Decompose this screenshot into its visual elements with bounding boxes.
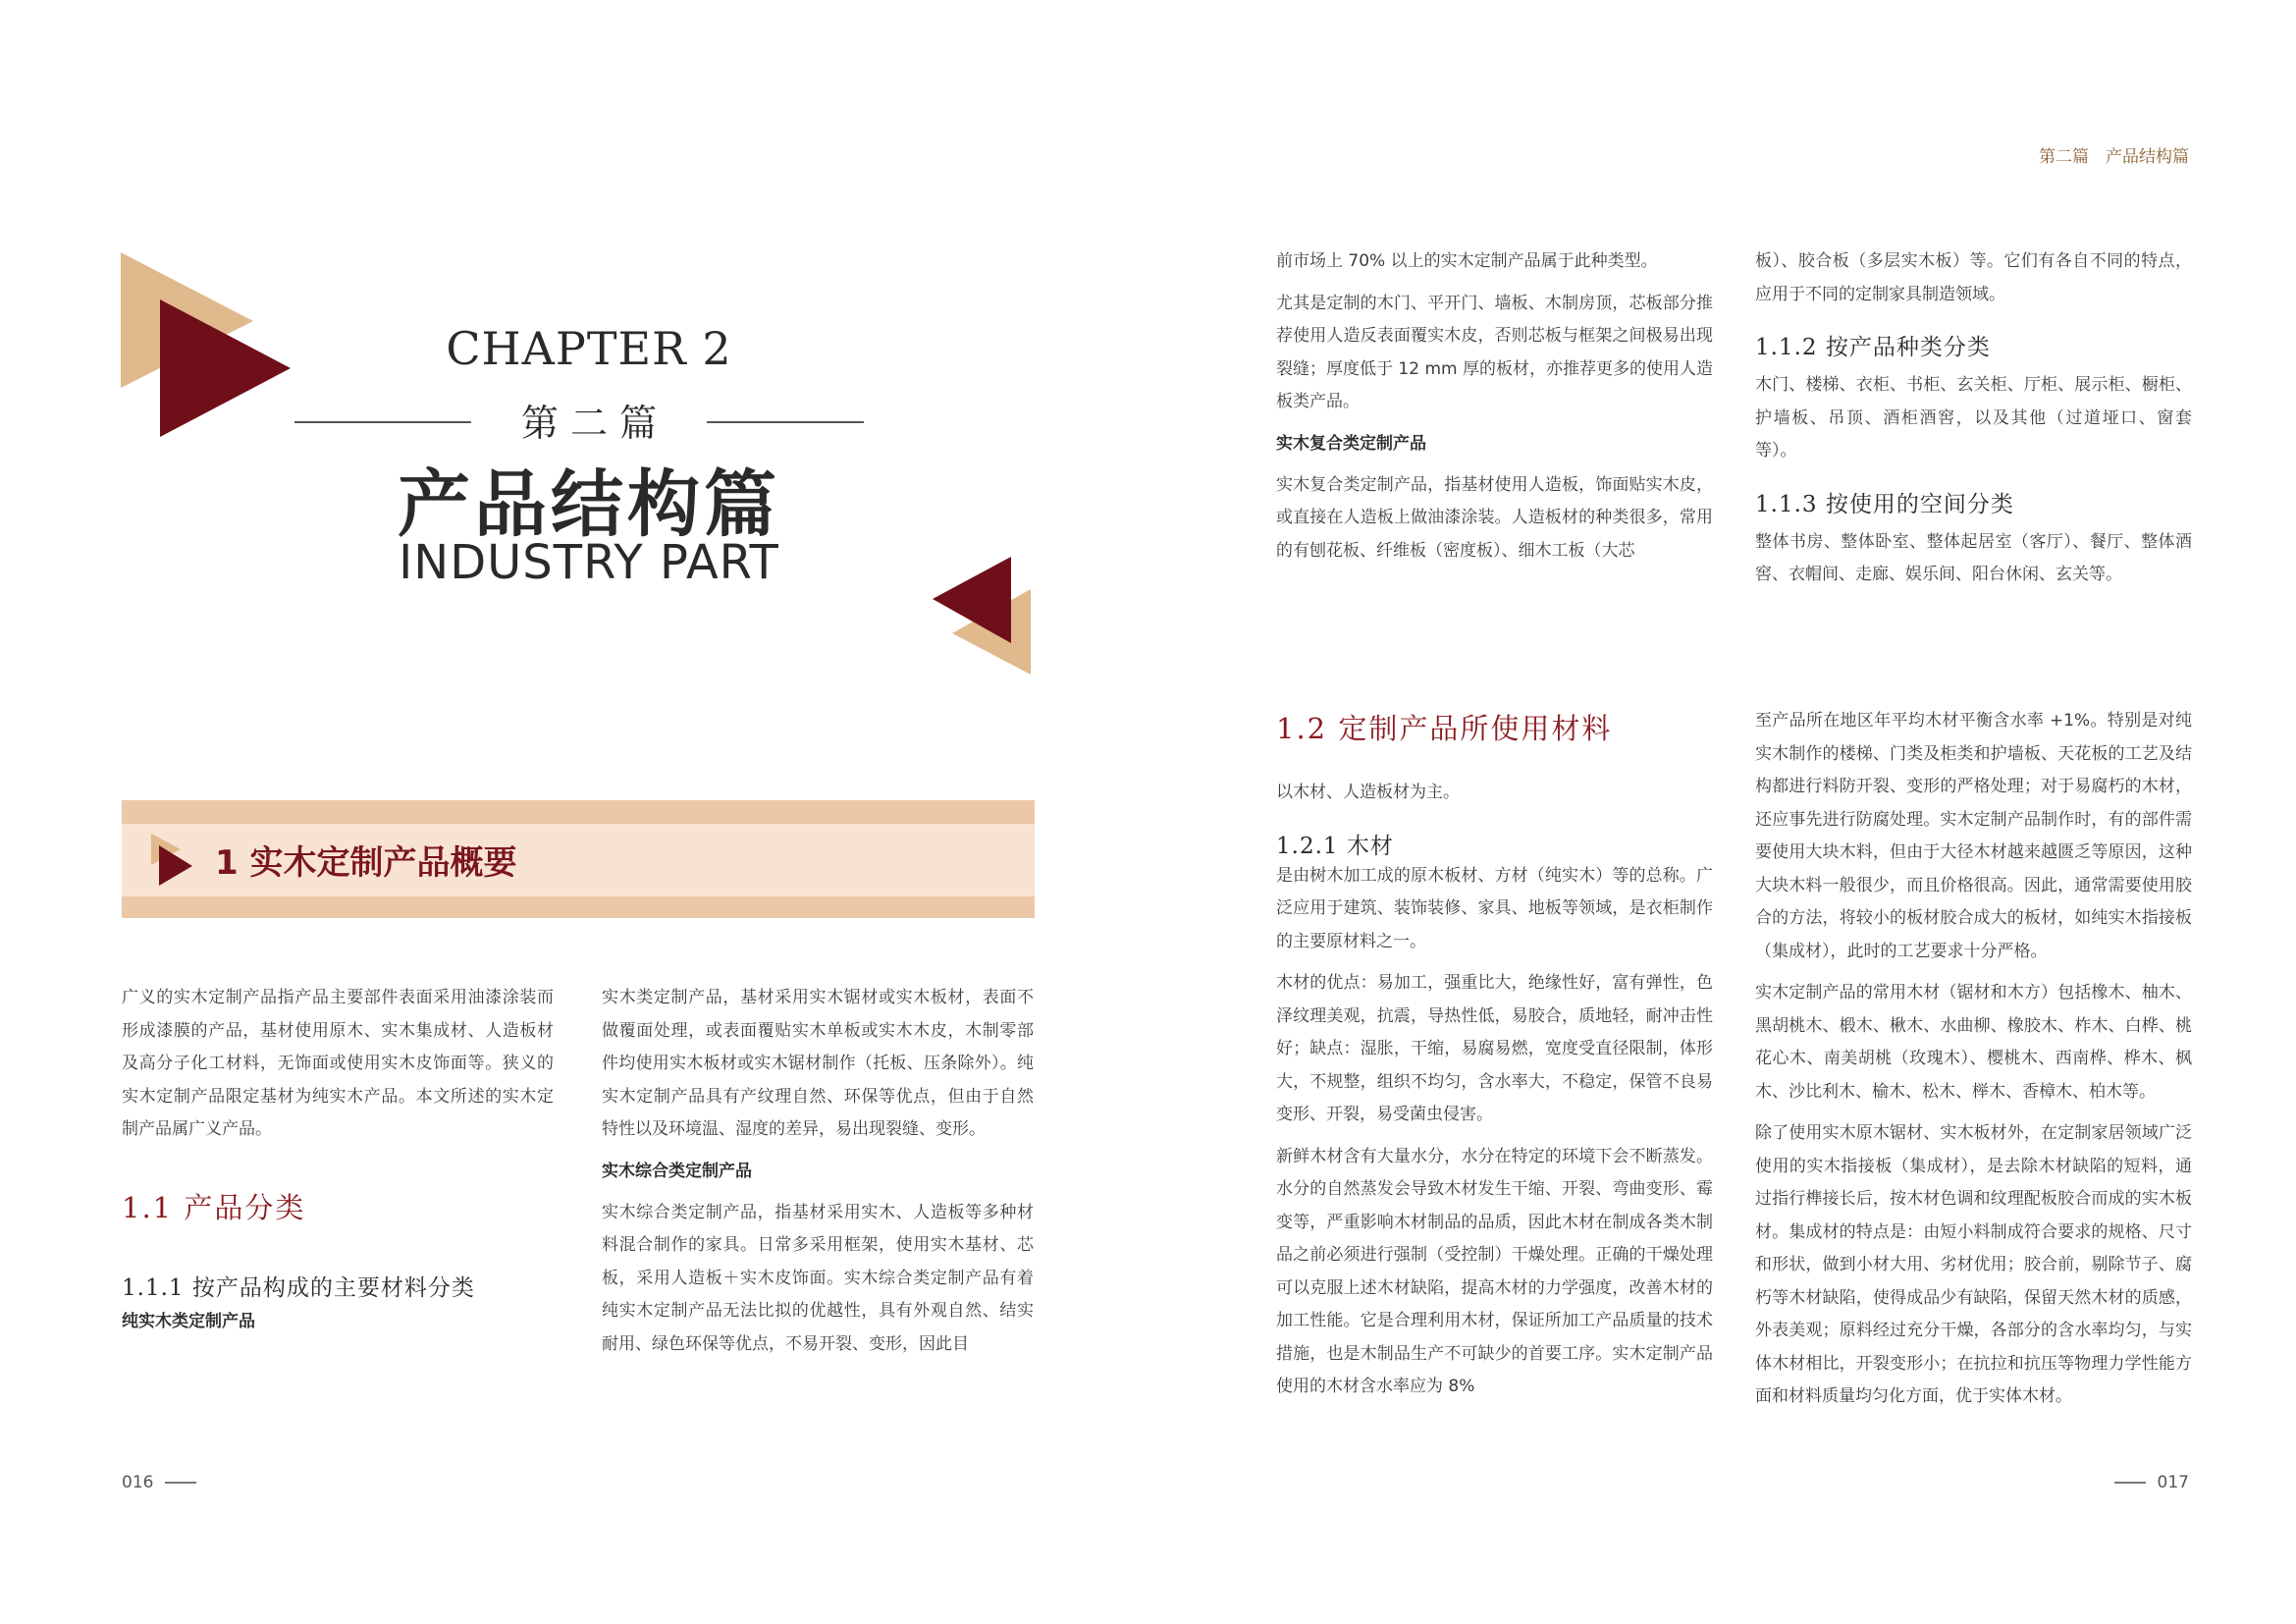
chapter-subtitle: INDUSTRY PART: [399, 535, 779, 590]
paragraph: 实木定制产品的常用木材（锯材和木方）包括橡木、柚木、黑胡桃木、椴木、楸木、水曲柳、橡胶木、柞木、白桦、桃花心木、南美胡桃（玫瑰木）、樱桃木、西南桦、桦木、枫木、沙比利木、榆木、松木、榉木、香樟木、柏木等。: [1755, 983, 2192, 1102]
page-number-left-text: 016: [122, 1473, 154, 1492]
page-number-left-rule: [165, 1482, 196, 1484]
paragraph: 实木综合类定制产品，指基材采用实木、人造板等多种材料混合制作的家具。日常多采用框架，使用实木基材、芯板，采用人造板＋实木皮饰面。实木综合类定制产品有着纯实木定制产品无法比拟的优越性，具有外观自然、结实耐用、绿色环保等优点，不易开裂、变形，因此目: [602, 1202, 1034, 1354]
running-header: 第二篇 产品结构篇: [2039, 147, 2189, 167]
paragraph: 新鲜木材含有大量水分，水分在特定的环境下会不断蒸发。水分的自然蒸发会导致木材发生干缩、开裂、弯曲变形、霉变等，严重影响木材制品的品质，因此木材在制成各类木制品之前必须进行强制（受控制）干燥处理。正确的干燥处理可以克服上述木材缺陷，提高木材的力学强度，改善木材的加工性能。它是合理利用木材，保证所加工产品质量的技术措施，也是木制品生产不可缺少的首要工序。实木定制产品使用的木材含水率应为 8%: [1276, 1146, 1713, 1396]
banner-stripe-top: [122, 800, 1035, 824]
paragraph: 以木材、人造板材为主。: [1276, 783, 1460, 802]
paragraph: 广义的实木定制产品指产品主要部件表面采用油漆涂装而形成漆膜的产品，基材使用原木、实木集成材、人造板材及高分子化工材料，无饰面或使用实木皮饰面等。狭义的实木定制产品限定基材为纯实木产品。本文所述的实木定制产品属广义产品。: [122, 988, 554, 1139]
heading-1-1-2: 1.1.2 按产品种类分类: [1755, 335, 1991, 360]
paragraph: 除了使用实木原木锯材、实木板材外，在定制家居领域广泛使用的实木指接板（集成材），是去除木材缺陷的短料，通过指行榫接长后，按木材色调和纹理配板胶合而成的实木板材。集成材的特点是：由短小料制成符合要求的规格、尺寸和形状，做到小材大用、劣材优用；胶合前，剔除节子、腐朽等木材缺陷，使得成品少有缺陷，保留天然木材的质感，外表美观；原料经过充分干燥，各部分的含水率均匀，与实体木材相比，开裂变形小；在抗拉和抗压等物理力学性能方面和材料质量均匀化方面，优于实体木材。: [1755, 1123, 2192, 1406]
chapter-rule-right: [707, 421, 864, 423]
chapter-cn-label: 第 二 篇: [520, 402, 658, 445]
paragraph: 实木复合类定制产品，指基材使用人造板，饰面贴实木皮，或直接在人造板上做油漆涂装。人造板材的种类很多，常用的有刨花板、纤维板（密度板）、细木工板（大芯: [1276, 474, 1713, 561]
page-number-right: [2091, 1473, 2189, 1492]
banner-stripe-bottom: [122, 896, 1035, 918]
paragraph: 整体书房、整体卧室、整体起居室（客厅）、餐厅、整体酒窖、衣帽间、走廊、娱乐间、阳台休闲、玄关等。: [1755, 531, 2192, 584]
page-number-right-rule: [2114, 1482, 2146, 1484]
heading-1-1-1: 1.1.1 按产品构成的主要材料分类: [122, 1274, 475, 1301]
page-number-right-text: 017: [2157, 1473, 2189, 1492]
chapter-title: 产品结构篇: [398, 462, 780, 547]
heading-1-2: 1.2 定制产品所使用材料: [1276, 712, 1613, 745]
subheading-pure-wood: 纯实木类定制产品: [122, 1311, 255, 1331]
page-number-left: [122, 1473, 196, 1492]
paragraph: 至产品所在地区年平均木材平衡含水率 +1%。特别是对纯实木制作的楼梯、门类及柜类和护墙板、天花板的工艺及结构都进行料防开裂、变形的严格处理；对于易腐朽的木材，还应事先进行防腐处理。实木定制产品制作时，有的部件需要使用大块木料，但由于大径木材越来越匮乏等原因，这种大块木料一般很少，而且价格很高。因此，通常需要使用胶合的方法，将较小的板材胶合成大的板材，如纯实木指接板（集成材），此时的工艺要求十分严格。: [1755, 711, 2192, 961]
heading-1-2-1: 1.2.1 木材: [1276, 833, 1394, 859]
paragraph: 尤其是定制的木门、平开门、墙板、木制房顶，芯板部分推荐使用人造反表面覆实木皮，否则芯板与框架之间极易出现裂缝；厚度低于 12 mm 厚的板材，亦推荐更多的使用人造板类产品。: [1276, 293, 1713, 411]
banner-arrow-icon: [149, 832, 194, 887]
decorative-triangles-top: [116, 250, 293, 442]
left-column-2: [602, 982, 1034, 1370]
chapter-en-label: CHAPTER 2: [446, 322, 732, 375]
paragraph: 木门、楼梯、衣柜、书柜、玄关柜、厅柜、展示柜、橱柜、护墙板、吊顶、酒柜酒窖，以及其他（过道垭口、窗套等）。: [1755, 375, 2192, 460]
section-banner-title: 1 实木定制产品概要: [215, 843, 517, 883]
chapter-rule-left: [294, 421, 471, 423]
subheading-veneer: 实木复合类定制产品: [1276, 433, 1426, 454]
paragraph: 实木类定制产品，基材采用实木锯材或实木板材，表面不做覆面处理，或表面覆贴实木单板或实木木皮，木制零部件均使用实木板材或实木锯材制作（托板、压条除外）。纯实木定制产品具有产纹理自然、环保等优点，但由于自然特性以及环境温、湿度的差异，易出现裂缝、变形。: [602, 988, 1034, 1139]
paragraph: 木材的优点：易加工，强重比大，绝缘性好，富有弹性，色泽纹理美观，抗震，导热性低，易胶合，质地轻，耐冲击性好；缺点：湿胀，干缩，易腐易燃，宽度受直径限制，体形大，不规整，组织不均匀，含水率大，不稳定，保管不良易变形、开裂，易受菌虫侵害。: [1276, 973, 1713, 1124]
right-bottom-column-2: [1755, 705, 2192, 1423]
right-bottom-column-1: [1276, 707, 1713, 1413]
section-banner: [122, 800, 1035, 918]
left-column-1: [122, 982, 554, 1347]
paragraph: 是由树木加工成的原木板材、方材（纯实木）等的总称。广泛应用于建筑、装饰装修、家具、地板等领域，是衣柜制作的主要原材料之一。: [1276, 865, 1713, 951]
right-top-column-2: [1755, 245, 2192, 601]
paragraph: 前市场上 70% 以上的实木定制产品属于此种类型。: [1276, 251, 1658, 271]
heading-1-1: 1.1 产品分类: [122, 1190, 306, 1224]
subheading-composite: 实木综合类定制产品: [602, 1161, 752, 1181]
paragraph: 板）、胶合板（多层实木板）等。它们有各自不同的特点，应用于不同的定制家具制造领域。: [1755, 251, 2192, 304]
decorative-triangles-bottom: [928, 555, 1036, 677]
heading-1-1-3: 1.1.3 按使用的空间分类: [1755, 491, 2014, 517]
right-top-column-1: [1276, 245, 1713, 576]
